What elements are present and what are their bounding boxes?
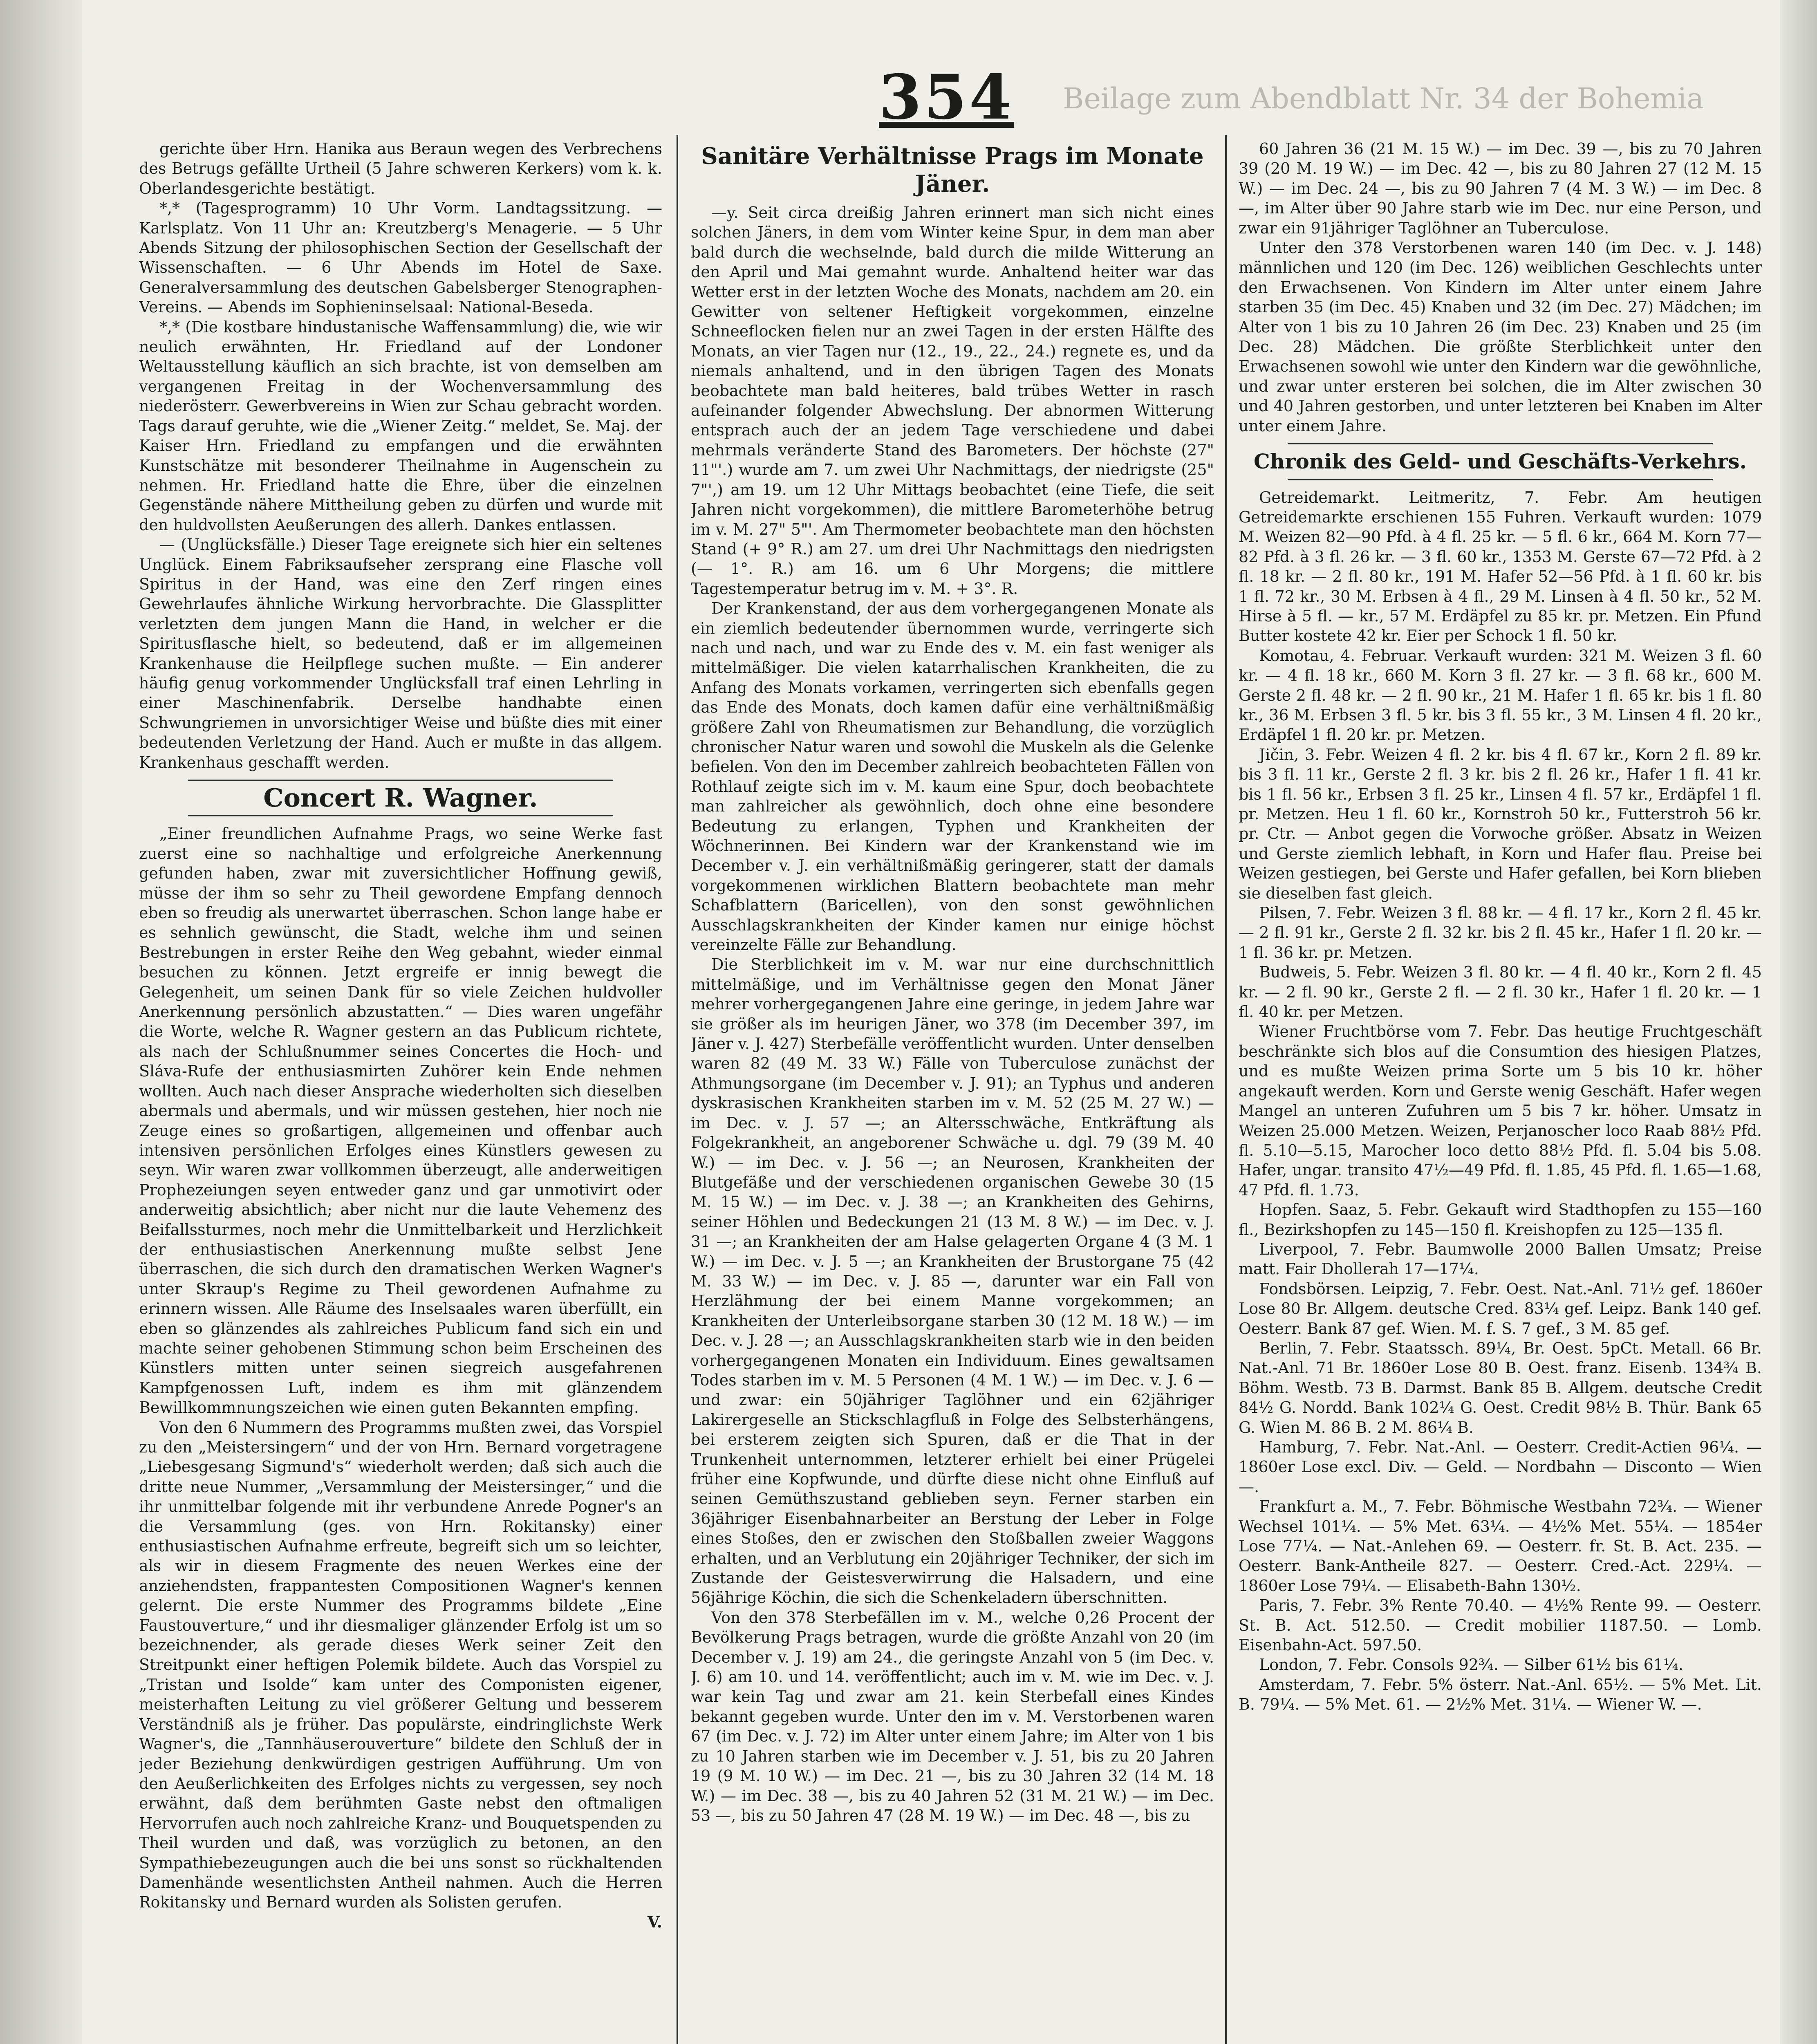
- paragraph: *,* (Die kostbare hindustanische Waffensammlung) die, wie wir neulich erwähnten, Hr. Friedland auf der Londoner Weltausstellung käuflich an sich brachte, ist von demselben am vergangenen Freitag in der Wochenversammlung des niederösterr. Gewerbvereins in Wien zur Schau gebracht worden. Tags darauf geruhte, wie die „Wiener Zeitg.“ meldet, Se. Maj. der Kaiser Hrn. Friedland zu empfangen und die erwähnten Kunstschätze mit besonderer Theilnahme in Augenschein zu nehmen. Hr. Friedland hatte die Ehre, über die einzelnen Gegenstände nähere Mittheilung geben zu dürfen und wurde mit den huldvollsten Aeußerungen des allerh. Dankes entlassen.: [139, 318, 662, 534]
- market-report: Pilsen, 7. Febr. Weizen 3 fl. 88 kr. — 4 fl. 17 kr., Korn 2 fl. 45 kr. — 2 fl. 91 kr., Gerste 2 fl. 32 kr. bis 2 fl. 45 kr., Hafer 1 fl. 20 kr. — 1 fl. 36 kr. pr. Metzen.: [1239, 904, 1762, 961]
- market-report: Getreidemarkt. Leitmeritz, 7. Febr. Am heutigen Getreidemarkte erschienen 155 Fuhren. Verkauft wurden: 1079 M. Weizen 82—90 Pfd. à 4 fl. 25 kr. — 5 fl. 6 kr., 664 M. Korn 77—82 Pfd. à 3 fl. 26 kr. — 3 fl. 60 kr., 1353 M. Gerste 67—72 Pfd. à 2 fl. 18 kr. — 2 fl. 80 kr., 191 M. Hafer 52—56 Pfd. à 1 fl. 60 kr. bis 1 fl. 72 kr., 30 M. Erbsen à 4 fl., 29 M. Linsen à 4 fl. 50 kr., 52 M. Hirse à 5 fl. — kr., 57 M. Erdäpfel zu 85 kr. pr. Metzen. Ein Pfund Butter kostete 42 kr. Eier per Schock 1 fl. 50 kr.: [1239, 488, 1762, 645]
- section-divider: [1288, 479, 1713, 480]
- section-heading-sanitary: Sanitäre Verhältnisse Prags im Monate Jäner.: [701, 143, 1204, 197]
- column-rule-2: [1225, 135, 1227, 2044]
- paragraph: Unter den 378 Verstorbenen waren 140 (im Dec. v. J. 148) männlichen und 120 (im Dec. 126) weiblichen Geschlechts unter den Erwachsenen. Von Kindern im Alter unter einem Jahre starben 35 (im Dec. 45) Knaben und 32 (im Dec. 27) Mädchen; im Alter von 1 bis zu 10 Jahren 26 (im Dec. 23) Knaben und 25 (im Dec. 28) Mädchen. Die größte Sterblichkeit unter den Erwachsenen sowohl wie unter den Kindern war die gewöhnliche, und zwar unter ersteren bei solchen, die im Alter zwischen 30 und 40 Jahren gestorben, und unter letzteren bei Knaben im Alter unter einem Jahre.: [1239, 239, 1762, 435]
- page-number: 354: [879, 61, 1015, 133]
- page-edge: [1780, 0, 1817, 2044]
- column-middle: [691, 139, 1214, 2044]
- market-report: London, 7. Febr. Consols 92¾. — Silber 61½ bis 61¼.: [1259, 1656, 1683, 1674]
- section-divider: [188, 815, 613, 816]
- bleed-through-header: Beilage zum Abendblatt Nr. 34 der Bohemia: [1063, 82, 1704, 115]
- market-report: Paris, 7. Febr. 3% Rente 70.40. — 4½% Rente 99. — Oesterr. St. B. Act. 512.50. — Credit mobilier 1187.50. — Lomb. Eisenbahn-Act. 597.50.: [1239, 1596, 1762, 1654]
- section-divider: [1288, 443, 1713, 444]
- paragraph: Der Krankenstand, der aus dem vorhergegangenen Monate als ein ziemlich bedeutender übernommen wurde, verringerte sich nach und nach, und war zu Ende des v. M. ein fast weniger als mittelmäßiger. Die vielen katarrhalischen Krankheiten, die zu Anfang des Monats vorkamen, verringerten sich ebenfalls gegen das Ende des Monats, doch kamen dafür eine verhältnißmäßig größere Zahl von Rheumatismen zur Behandlung, die vorzüglich chronischer Natur waren und sowohl die Muskeln als die Gelenke befielen. Von den im December zahlreich beobachteten Fällen von Rothlauf zeigte sich im v. M. kaum eine Spur, doch beobachtete man zahlreicher als gewöhnlich, doch ohne eine besondere Bedeutung zu erlangen, Typhen und Krankheiten der Wöchnerinnen. Bei Kindern war der Krankenstand wie im December v. J. ein verhältnißmäßig geringerer, statt der damals vorgekommenen wirklichen Blattern beobachtete man mehr Schafblattern (Baricellen), von den sonst gewöhnlichen Ausschlagskrankheiten der Kinder kamen nur einige höchst vereinzelte Fälle zur Behandlung.: [691, 599, 1214, 954]
- column-right: [1239, 139, 1762, 2044]
- paragraph: Von den 6 Nummern des Programms mußten zwei, das Vorspiel zu den „Meistersingern“ und der von Hrn. Bernard vorgetragene „Liebesgesang Sigmund's“ wiederholt werden; daß sich auch die dritte neue Nummer, „Versammlung der Meistersinger,“ und die ihr unmittelbar folgende mit ihr verbundene Anrede Pogner's an die Versammlung (ges. von Hrn. Rokitansky) einer enthusiastischen Aufnahme erfreute, begreift sich um so leichter, als wir in diesem Fragmente des neuen Werkes eine der anziehendsten, frappantesten Compositionen Wagner's kennen gelernt. Die erste Nummer des Programms bildete „Eine Faustouverture,“ und ihr diesmaliger glänzender Erfolg ist um so bezeichnender, als gerade dieses Werk seiner Zeit den Streitpunkt einer heftigen Polemik bildete. Auch das Vorspiel zu „Tristan und Isolde“ kam unter des Componisten eigener, meisterhaften Leitung zu viel größerer Geltung und besserem Verständniß als je früher. Das populärste, eindringlichste Werk Wagner's, die „Tannhäuserouverture“ bildete den Schluß der in jeder Beziehung denkwürdigen gestrigen Aufführung. Um von den Aeußerlichkeiten des Erfolges nichts zu vergessen, sey noch erwähnt, daß dem berühmten Gaste nebst den oftmaligen Hervorrufen auch noch zahlreiche Kranz- und Bouquetspenden zu Theil wurden und daß, was vorzüglich zu betonen, an den Sympathiebezeugungen auch die bei uns sonst so rückhaltenden Damenhände wesentlichsten Antheil nahmen. Auch die Herren Rokitansky und Bernard wurden als Solisten gerufen.: [139, 1418, 662, 1912]
- paragraph: —y. Seit circa dreißig Jahren erinnert man sich nicht eines solchen Jäners, in dem vom Winter keine Spur, in dem man aber bald durch die wechselnde, bald durch die milde Witterung an den April und Mai gemahnt wurde. Anhaltend heiter war das Wetter erst in der letzten Woche des Monats, nachdem am 20. ein Gewitter von seltener Heftigkeit vorgekommen, einzelne Schneeflocken fielen nur an zwei Tagen in der ersten Hälfte des Monats, an vier Tagen nur (12., 19., 22., 24.) regnete es, und da niemals anhaltend, und in den übrigen Tagen des Monats beobachtete man bald heiteres, bald trübes Wetter in rasch aufeinander folgender Abwechslung. Der abnormen Witterung entsprach auch der an jedem Tage verschiedene und dabei mehrmals veränderte Stand des Barometers. Der höchste (27" 11"'.) wurde am 7. um zwei Uhr Nachmittags, der niedrigste (25" 7"',) am 19. um 12 Uhr Mittags beobachtet (eine Tiefe, die seit Jahren nicht vorgekommen), die mittlere Barometerhöhe betrug im v. M. 27" 5"'. Am Thermometer beobachtete man den höchsten Stand (+ 9° R.) am 27. um drei Uhr Nachmittags den niedrigsten (— 1°. R.) am 16. um 6 Uhr Morgens; die mittlere Tagestemperatur betrug im v. M. + 3°. R.: [691, 204, 1214, 598]
- market-report: Wiener Fruchtbörse vom 7. Febr. Das heutige Fruchtgeschäft beschränkte sich blos auf die Consumtion des hiesigen Platzes, und es mußte Weizen prima Sorte um 5 bis 10 kr. höher angekauft werden. Korn und Gerste wenig Geschäft. Hafer wegen Mangel an unteren Zufuhren um 5 bis 7 kr. höher. Umsatz in Weizen 25.000 Metzen. Weizen, Perjanoscher loco Raab 88½ Pfd. fl. 5.10—5.15, Marocher loco detto 88½ Pfd. fl. 5.04 bis 5.08. Hafer, ungar. transito 47½—49 Pfd. fl. 1.85, 45 Pfd. fl. 1.65—1.68, 47 Pfd. fl. 1.73.: [1239, 1022, 1762, 1199]
- signature: V.: [647, 1912, 662, 1931]
- column-rule-1: [677, 135, 678, 2044]
- market-report: Amsterdam, 7. Febr. 5% österr. Nat.-Anl. 65½. — 5% Met. Lit. B. 79¼. — 5% Met. 61. — 2½% Met. 31¼. — Wiener W. —.: [1239, 1675, 1762, 1714]
- binding-gutter: [0, 0, 82, 2044]
- paragraph: — (Unglücksfälle.) Dieser Tage ereignete sich hier ein seltenes Unglück. Einem Fabriksaufseher zersprang eine Flasche voll Spiritus in der Hand, was eine den Zerf ringen eines Gewehrlaufes ähnliche Wirkung hervorbrachte. Die Glassplitter verletzten dem jungen Mann die Hand, in welcher er die Spiritusflasche hielt, so bedeutend, daß er im allgemeinen Krankenhause die Heilpflege suchen mußte. — Ein anderer häufig genug vorkommender Unglücksfall traf einen Lehrling in einer Maschinenfabrik. Derselbe handhabte einen Schwungriemen in unvorsichtiger Weise und büßte dies mit einer bedeutenden Verletzung der Hand. Auch er mußte in das allgem. Krankenhaus geschafft werden.: [139, 536, 662, 771]
- market-report: Frankfurt a. M., 7. Febr. Böhmische Westbahn 72¾. — Wiener Wechsel 101¼. — 5% Met. 63¼. — 4½% Met. 55¼. — 1854er Lose 77¼. — Nat.-Anlehen 69. — Oesterr. fr. St. B. Act. 235. — Oesterr. Bank-Antheile 827. — Oesterr. Cred.-Act. 229¼. — 1860er Lose 79¼. — Elisabeth-Bahn 130½.: [1239, 1497, 1762, 1595]
- section-heading-market: Chronik des Geld- und Geschäfts-Verkehrs.: [1253, 449, 1747, 474]
- market-report: Hopfen. Saaz, 5. Febr. Gekauft wird Stadthopfen zu 155—160 fl., Bezirkshopfen zu 145—150 fl. Kreishopfen zu 125—135 fl.: [1239, 1201, 1762, 1239]
- market-report: Fondsbörsen. Leipzig, 7. Febr. Oest. Nat.-Anl. 71½ gef. 1860er Lose 80 Br. Allgem. deutsche Cred. 83¼ gef. Leipz. Bank 140 gef. Oesterr. Bank 87 gef. Wien. M. f. S. 7 gef., 3 M. 85 gef.: [1239, 1280, 1762, 1338]
- paragraph: „Einer freundlichen Aufnahme Prags, wo seine Werke fast zuerst eine so nachhaltige und erfolgreiche Anerkennung gefunden haben, zwar mit zuversichtlicher Hoffnung gewiß, müsse der ihm so sehr zu Theil gewordene Empfang dennoch eben so freudig als unerwartet überraschen. Schon lange habe er es sehnlich gewünscht, die Stadt, welche ihm und seinen Bestrebungen in erster Reihe den Weg gebahnt, wieder einmal besuchen zu können. Jetzt ergreife er innig bewegt die Gelegenheit, um seinen Dank für so viele Zeichen huldvoller Anerkennung persönlich abzustatten.“ — Dies waren ungefähr die Worte, welche R. Wagner gestern an das Publicum richtete, als nach der Schlußnummer seines Concertes die Hoch- und Sláva-Rufe der enthusiasmirten Zuhörer kein Ende nehmen wollten. Auch nach dieser Ansprache wiederholten sich dieselben abermals und abermals, und wir müssen gestehen, hier noch nie Zeuge eines so großartigen, allgemeinen und offenbar auch intensiven persönlichen Erfolges eines Künstlers gewesen zu seyn. Wir waren zwar vollkommen überzeugt, alle anderweitigen Prophezeiungen seyen entweder ganz und gar unmotivirt oder anderweitig absichtlich; aber nicht nur die laute Vehemenz des Beifallssturmes, noch mehr die Unmittelbarkeit und Herzlichkeit der enthusiastischen Anerkennung mußte selbst Jene überraschen, die sich durch den dramatischen Werken Wagner's unter Skraup's Regime zu Theil gewordenen Aufnahme zu erinnern wissen. Alle Räume des Inselsaales waren überfüllt, ein eben so glänzendes als zahlreiches Publicum fand sich ein und machte seiner gehobenen Stimmung schon beim Erscheinen des Künstlers mitten unter seinen siegreich ausgefahrenen Kampfgenossen Luft, indem es ihm mit glänzendem Bewillkommnungszeichen wie einen guten Bekannten empfing.: [139, 825, 662, 1417]
- market-report: Liverpool, 7. Febr. Baumwolle 2000 Ballen Umsatz; Preise matt. Fair Dhollerah 17—17¼.: [1239, 1240, 1762, 1278]
- paragraph: Die Sterblichkeit im v. M. war nur eine durchschnittlich mittelmäßige, und im Verhältnisse gegen den Monat Jäner mehrer vorhergegangenen Jahre eine geringe, in jedem Jahre war sie größer als im heurigen Jäner, wo 378 (im December 397, im Jäner v. J. 427) Sterbefälle veröffentlicht wurden. Unter denselben waren 82 (49 M. 33 W.) Fälle von Tuberculose zunächst der Athmungsorgane (im December v. J. 91); an Typhus und anderen dyskrasischen Krankheiten starben im v. M. 52 (25 M. 27 W.) — im Dec. v. J. 57 —; an Altersschwäche, Entkräftung als Folgekrankheit, an angeborener Schwäche u. dgl. 79 (39 M. 40 W.) — im Dec. v. J. 56 —; an Neurosen, Krankheiten der Blutgefäße und der verschiedenen organischen Gewebe 30 (15 M. 15 W.) — im Dec. v. J. 38 —; an Krankheiten des Gehirns, seiner Höhlen und Bedeckungen 21 (13 M. 8 W.) — im Dec. v. J. 31 —; an Krankheiten der am Halse gelagerten Organe 4 (3 M. 1 W.) — im Dec. v. J. 5 —; an Krankheiten der Brustorgane 75 (42 M. 33 W.) — im Dec. v. J. 85 —, darunter war ein Fall von Herzlähmung der bei einem Manne vorgekommen; an Krankheiten der Unterleibsorgane starben 30 (12 M. 18 W.) — im Dec. v. J. 28 —; an Ausschlagskrankheiten starb wie in den beiden vorhergegangenen Monaten ein Individuum. Eines gewaltsamen Todes starben im v. M. 5 Personen (4 M. 1 W.) — im Dec. v. J. 6 — und zwar: ein 50jähriger Taglöhner und ein 62jähriger Lakirergeselle an Stickschlagfluß in Folge des Selbsterhängens, bei ersterem zeigten sich Spuren, daß er die That in der Trunkenheit unternommen, letzterer erhielt bei einer Prügelei früher eine Kopfwunde, und dürfte diese nicht ohne Einfluß auf seinen Gemüthszustand geblieben seyn. Ferner starben ein 36jähriger Eisenbahnarbeiter an Berstung der Leber in Folge eines Stoßes, den er zwischen den Stoßballen zweier Waggons erhalten, und an Verblutung ein 20jähriger Techniker, der sich im Zustande der Geistesverwirrung die Halsadern, und eine 56jährige Köchin, die sich die Schenkeladern überschnitten.: [691, 955, 1214, 1607]
- market-report: Hamburg, 7. Febr. Nat.-Anl. — Oesterr. Credit-Actien 96¼. — 1860er Lose excl. Div. — Geld. — Nordbahn — Disconto — Wien —.: [1239, 1438, 1762, 1496]
- paragraph: 60 Jahren 36 (21 M. 15 W.) — im Dec. 39 —, bis zu 70 Jahren 39 (20 M. 19 W.) — im Dec. 42 —, bis zu 80 Jahren 27 (12 M. 15 W.) — im Dec. 24 —, bis zu 90 Jahren 7 (4 M. 3 W.) — im Dec. 8 —, im Alter über 90 Jahre starb wie im Dec. nur eine Person, und zwar ein 91jähriger Taglöhner an Tuberculose.: [1239, 140, 1762, 237]
- paragraph: Von den 378 Sterbefällen im v. M., welche 0,26 Procent der Bevölkerung Prags betragen, wurde die größte Anzahl von 20 (im December v. J. 19) am 24., die geringste Anzahl von 5 (im Dec. v. J. 6) am 10. und 14. veröffentlicht; auch im v. M. wie im Dec. v. J. war kein Tag und zwar am 21. kein Sterbefall eines Kindes bekannt gegeben wurde. Unter den im v. M. Verstorbenen waren 67 (im Dec. v. J. 72) im Alter unter einem Jahre; im Alter von 1 bis zu 10 Jahren starben wie im December v. J. 51, bis zu 20 Jahren 19 (9 M. 10 W.) — im Dec. 21 —, bis zu 30 Jahren 32 (14 M. 18 W.) — im Dec. 38 —, bis zu 40 Jahren 52 (31 M. 21 W.) — im Dec. 53 —, bis zu 50 Jahren 47 (28 M. 19 W.) — im Dec. 48 —, bis zu: [691, 1608, 1214, 1824]
- market-report: Budweis, 5. Febr. Weizen 3 fl. 80 kr. — 4 fl. 40 kr., Korn 2 fl. 45 kr. — 2 fl. 90 kr., Gerste 2 fl. — 2 fl. 30 kr., Hafer 1 fl. 20 kr. — 1 fl. 40 kr. per Metzen.: [1239, 963, 1762, 1021]
- section-heading-concert: Concert R. Wagner.: [263, 783, 538, 813]
- paragraph: gerichte über Hrn. Hanika aus Beraun wegen des Verbrechens des Betrugs gefällte Urtheil (5 Jahre schweren Kerkers) vom k. k. Oberlandesgerichte bestätigt.: [139, 140, 662, 197]
- paragraph: *,* (Tagesprogramm) 10 Uhr Vorm. Landtagssitzung. — Karlsplatz. Von 11 Uhr an: Kreutzberg's Menagerie. — 5 Uhr Abends Sitzung der philosophischen Section der Gesellschaft der Wissenschaften. — 6 Uhr Abends im Hotel de Saxe. Generalversammlung des deutschen Gabelsberger Stenographen-Vereins. — Abends im Sophieninselsaal: National-Beseda.: [139, 199, 662, 316]
- market-report: Komotau, 4. Februar. Verkauft wurden: 321 M. Weizen 3 fl. 60 kr. — 4 fl. 18 kr., 660 M. Korn 3 fl. 27 kr. — 3 fl. 68 kr., 600 M. Gerste 2 fl. 48 kr. — 2 fl. 90 kr., 21 M. Hafer 1 fl. 65 kr. bis 1 fl. 80 kr., 36 M. Erbsen 3 fl. 5 kr. bis 3 fl. 55 kr., 3 M. Linsen 4 fl. 20 kr., Erdäpfel 1 fl. 20 kr. pr. Metzen.: [1239, 646, 1762, 744]
- market-report: Jičin, 3. Febr. Weizen 4 fl. 2 kr. bis 4 fl. 67 kr., Korn 2 fl. 89 kr. bis 3 fl. 11 kr., Gerste 2 fl. 3 kr. bis 2 fl. 26 kr., Hafer 1 fl. 41 kr. bis 1 fl. 56 kr., Erbsen 3 fl. 25 kr., Linsen 4 fl. 57 kr., Erdäpfel 1 fl. pr. Metzen. Heu 1 fl. 60 kr., Kornstroh 50 kr., Futterstroh 56 kr. pr. Ctr. — Anbot gegen die Vorwoche größer. Absatz in Weizen und Gerste ziemlich lebhaft, in Korn und Hafer flau. Preise bei Weizen gestiegen, bei Gerste und Hafer gefallen, bei Korn blieben sie dieselben fast gleich.: [1239, 745, 1762, 902]
- column-left: [139, 139, 662, 2044]
- section-divider: [188, 780, 613, 781]
- market-report: Berlin, 7. Febr. Staatssch. 89¼, Br. Oest. 5pCt. Metall. 66 Br. Nat.-Anl. 71 Br. 1860er Lose 80 B. Oest. franz. Eisenb. 134¾ B. Böhm. Westb. 73 B. Darmst. Bank 85 B. Allgem. deutsche Credit 84½ G. Nordd. Bank 102¼ G. Oest. Credit 98½ B. Thür. Bank 65 G. Wien M. 86 B. 2 M. 86¼ B.: [1239, 1339, 1762, 1437]
